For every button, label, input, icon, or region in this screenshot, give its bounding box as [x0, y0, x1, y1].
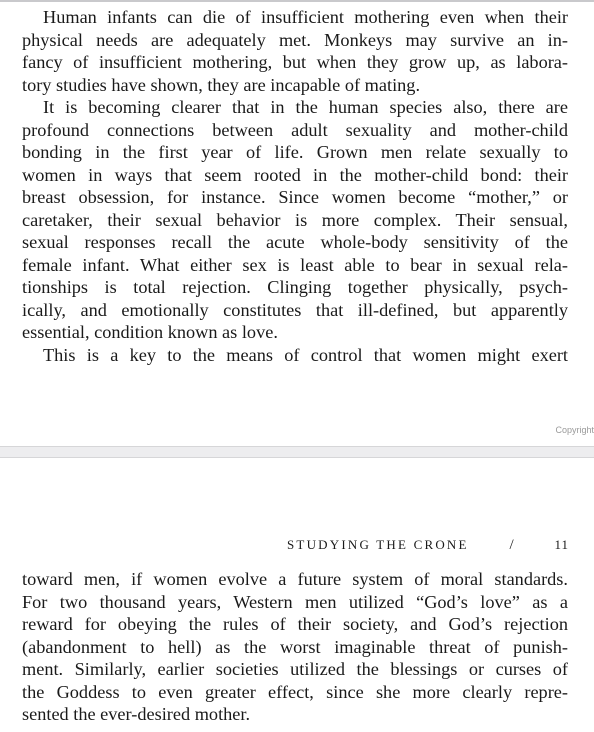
running-head-title: STUDYING THE CRONE [287, 537, 469, 552]
paragraph-line: fancy of insufficient mothering, but when they grow up, as labora- [22, 52, 568, 72]
paragraph-line: bonding in the first year of life. Grown men relate sexually to [22, 142, 568, 162]
paragraph-line: ically, and emotionally constitutes that ill-defined, but apparently [22, 300, 568, 320]
running-head-separator: / [509, 537, 514, 553]
paragraph-line: women in ways that seem rooted in the mother-child bond: their [22, 165, 568, 185]
bottom-page [0, 458, 594, 732]
paragraph-line: tionships is total rejection. Clinging together physically, psych- [22, 277, 568, 297]
page-number: 11 [554, 537, 569, 552]
page-divider [0, 446, 594, 458]
paragraph-line: sented the ever-desired mother. [22, 704, 251, 724]
paragraph-line: essential, condition known as love. [22, 322, 278, 342]
paragraph-line: physical needs are adequately met. Monkeys may survive an in- [22, 30, 568, 50]
paragraph-line: profound connections between adult sexuality and mother-child [22, 120, 568, 140]
paragraph-line: (abandonment to hell) as the worst imaginable threat of punish- [22, 637, 568, 657]
paragraph-line: breast obsession, for instance. Since women become “mother,” or [22, 187, 568, 207]
paragraph-line: For two thousand years, Western men utilized “God’s love” as a [22, 592, 568, 612]
paragraph-line: the Goddess to even greater effect, since she more clearly repre- [22, 682, 568, 702]
paragraph-line: female infant. What either sex is least able to bear in sexual rela- [22, 255, 568, 275]
paragraph-line: sexual responses recall the acute whole-body sensitivity of the [22, 232, 568, 252]
copyright-watermark: Copyright [555, 425, 594, 435]
paragraph-line: toward men, if women evolve a future system of moral standards. [22, 569, 568, 589]
paragraph-line: reward for obeying the rules of their society, and God’s rejection [22, 614, 568, 634]
paragraph-line: tory studies have shown, they are incapable of mating. [22, 75, 421, 95]
paragraph-line: Human infants can die of insufficient mothering even when their [43, 7, 568, 27]
paragraph-line: It is becoming clearer that in the human species also, there are [43, 97, 568, 117]
paragraph-line: ment. Similarly, earlier societies utilized the blessings or curses of [22, 659, 568, 679]
paragraph-line: caretaker, their sexual behavior is more complex. Their sensual, [22, 210, 568, 230]
paragraph-line: This is a key to the means of control that women might exert [43, 345, 568, 365]
running-head [287, 536, 569, 554]
